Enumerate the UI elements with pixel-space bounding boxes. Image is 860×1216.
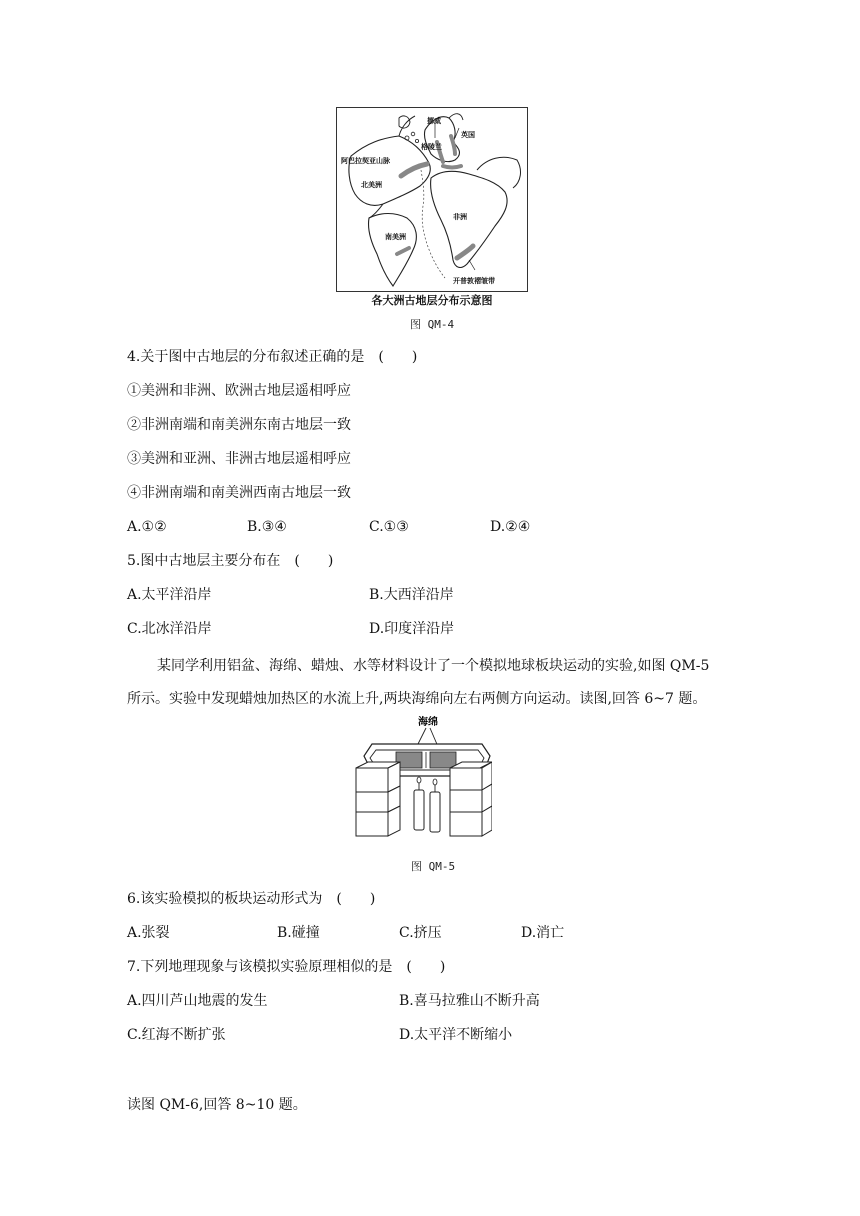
map-title: 各大洲古地层分布示意图 [371,294,493,307]
q4-statement-1: ①美洲和非洲、欧洲古地层遥相呼应 [127,383,351,399]
q6-option-c[interactable]: C.挤压 [399,925,442,941]
q6-option-a[interactable]: A.张裂 [127,925,170,941]
q7-option-b[interactable]: B.喜马拉雅山不断升高 [399,993,540,1009]
label-norway: 挪威 [427,117,441,125]
figure-caption-qm4: 图 QM-4 [410,318,455,331]
q6-option-b[interactable]: B.碰撞 [277,925,320,941]
q7-stem: 7.下列地理现象与该模拟实验原理相似的是 ( ) [127,959,446,975]
label-cape-fold: 开普敦褶皱带 [453,277,495,285]
label-britain: 英国 [461,131,475,139]
q4-option-c[interactable]: C.①③ [369,519,409,535]
q4-option-a[interactable]: A.①② [127,519,167,535]
q6-stem: 6.该实验模拟的板块运动形式为 ( ) [127,891,376,907]
q7-option-d[interactable]: D.太平洋不断缩小 [399,1027,513,1043]
label-appalachian: 阿巴拉契亚山脉 [341,157,390,165]
q5-option-a[interactable]: A.太平洋沿岸 [127,587,212,603]
q4-stem: 4.关于图中古地层的分布叙述正确的是 ( ) [127,349,418,365]
q4-statement-2: ②非洲南端和南美洲东南古地层一致 [127,417,351,433]
q5-option-b[interactable]: B.大西洋沿岸 [369,587,454,603]
passage-line-2: 所示。实验中发现蜡烛加热区的水流上升,两块海绵向左右两侧方向运动。读图,回答 6~7 题。 [127,691,707,707]
figure-caption-qm5: 图 QM-5 [411,860,456,873]
q5-option-c[interactable]: C.北冰洋沿岸 [127,621,212,637]
q7-option-c[interactable]: C.红海不断扩张 [127,1027,226,1043]
label-north-america: 北美洲 [361,181,382,189]
experiment-drawing [354,714,492,840]
q4-statement-4: ④非洲南端和南美洲西南古地层一致 [127,485,351,501]
paleo-strata-map [336,107,528,292]
q4-statement-3: ③美洲和亚洲、非洲古地层遥相呼应 [127,451,351,467]
q6-option-d[interactable]: D.消亡 [521,925,565,941]
label-south-america: 南美洲 [385,233,406,241]
map-drawing [337,108,527,291]
label-africa: 非洲 [453,213,467,221]
label-greenland: 格陵兰 [421,143,442,151]
passage-line-1: 某同学利用铝盆、海绵、蜡烛、水等材料设计了一个模拟地球板块运动的实验,如图 QM-5 [157,658,710,674]
q5-option-d[interactable]: D.印度洋沿岸 [369,621,455,637]
sponge-label: 海绵 [418,717,438,728]
next-section-instruction: 读图 QM-6,回答 8~10 题。 [127,1097,307,1113]
experiment-diagram [354,714,492,840]
q5-stem: 5.图中古地层主要分布在 ( ) [127,553,334,569]
q4-option-d[interactable]: D.②④ [490,519,531,535]
q4-option-b[interactable]: B.③④ [247,519,287,535]
q7-option-a[interactable]: A.四川芦山地震的发生 [127,993,268,1009]
